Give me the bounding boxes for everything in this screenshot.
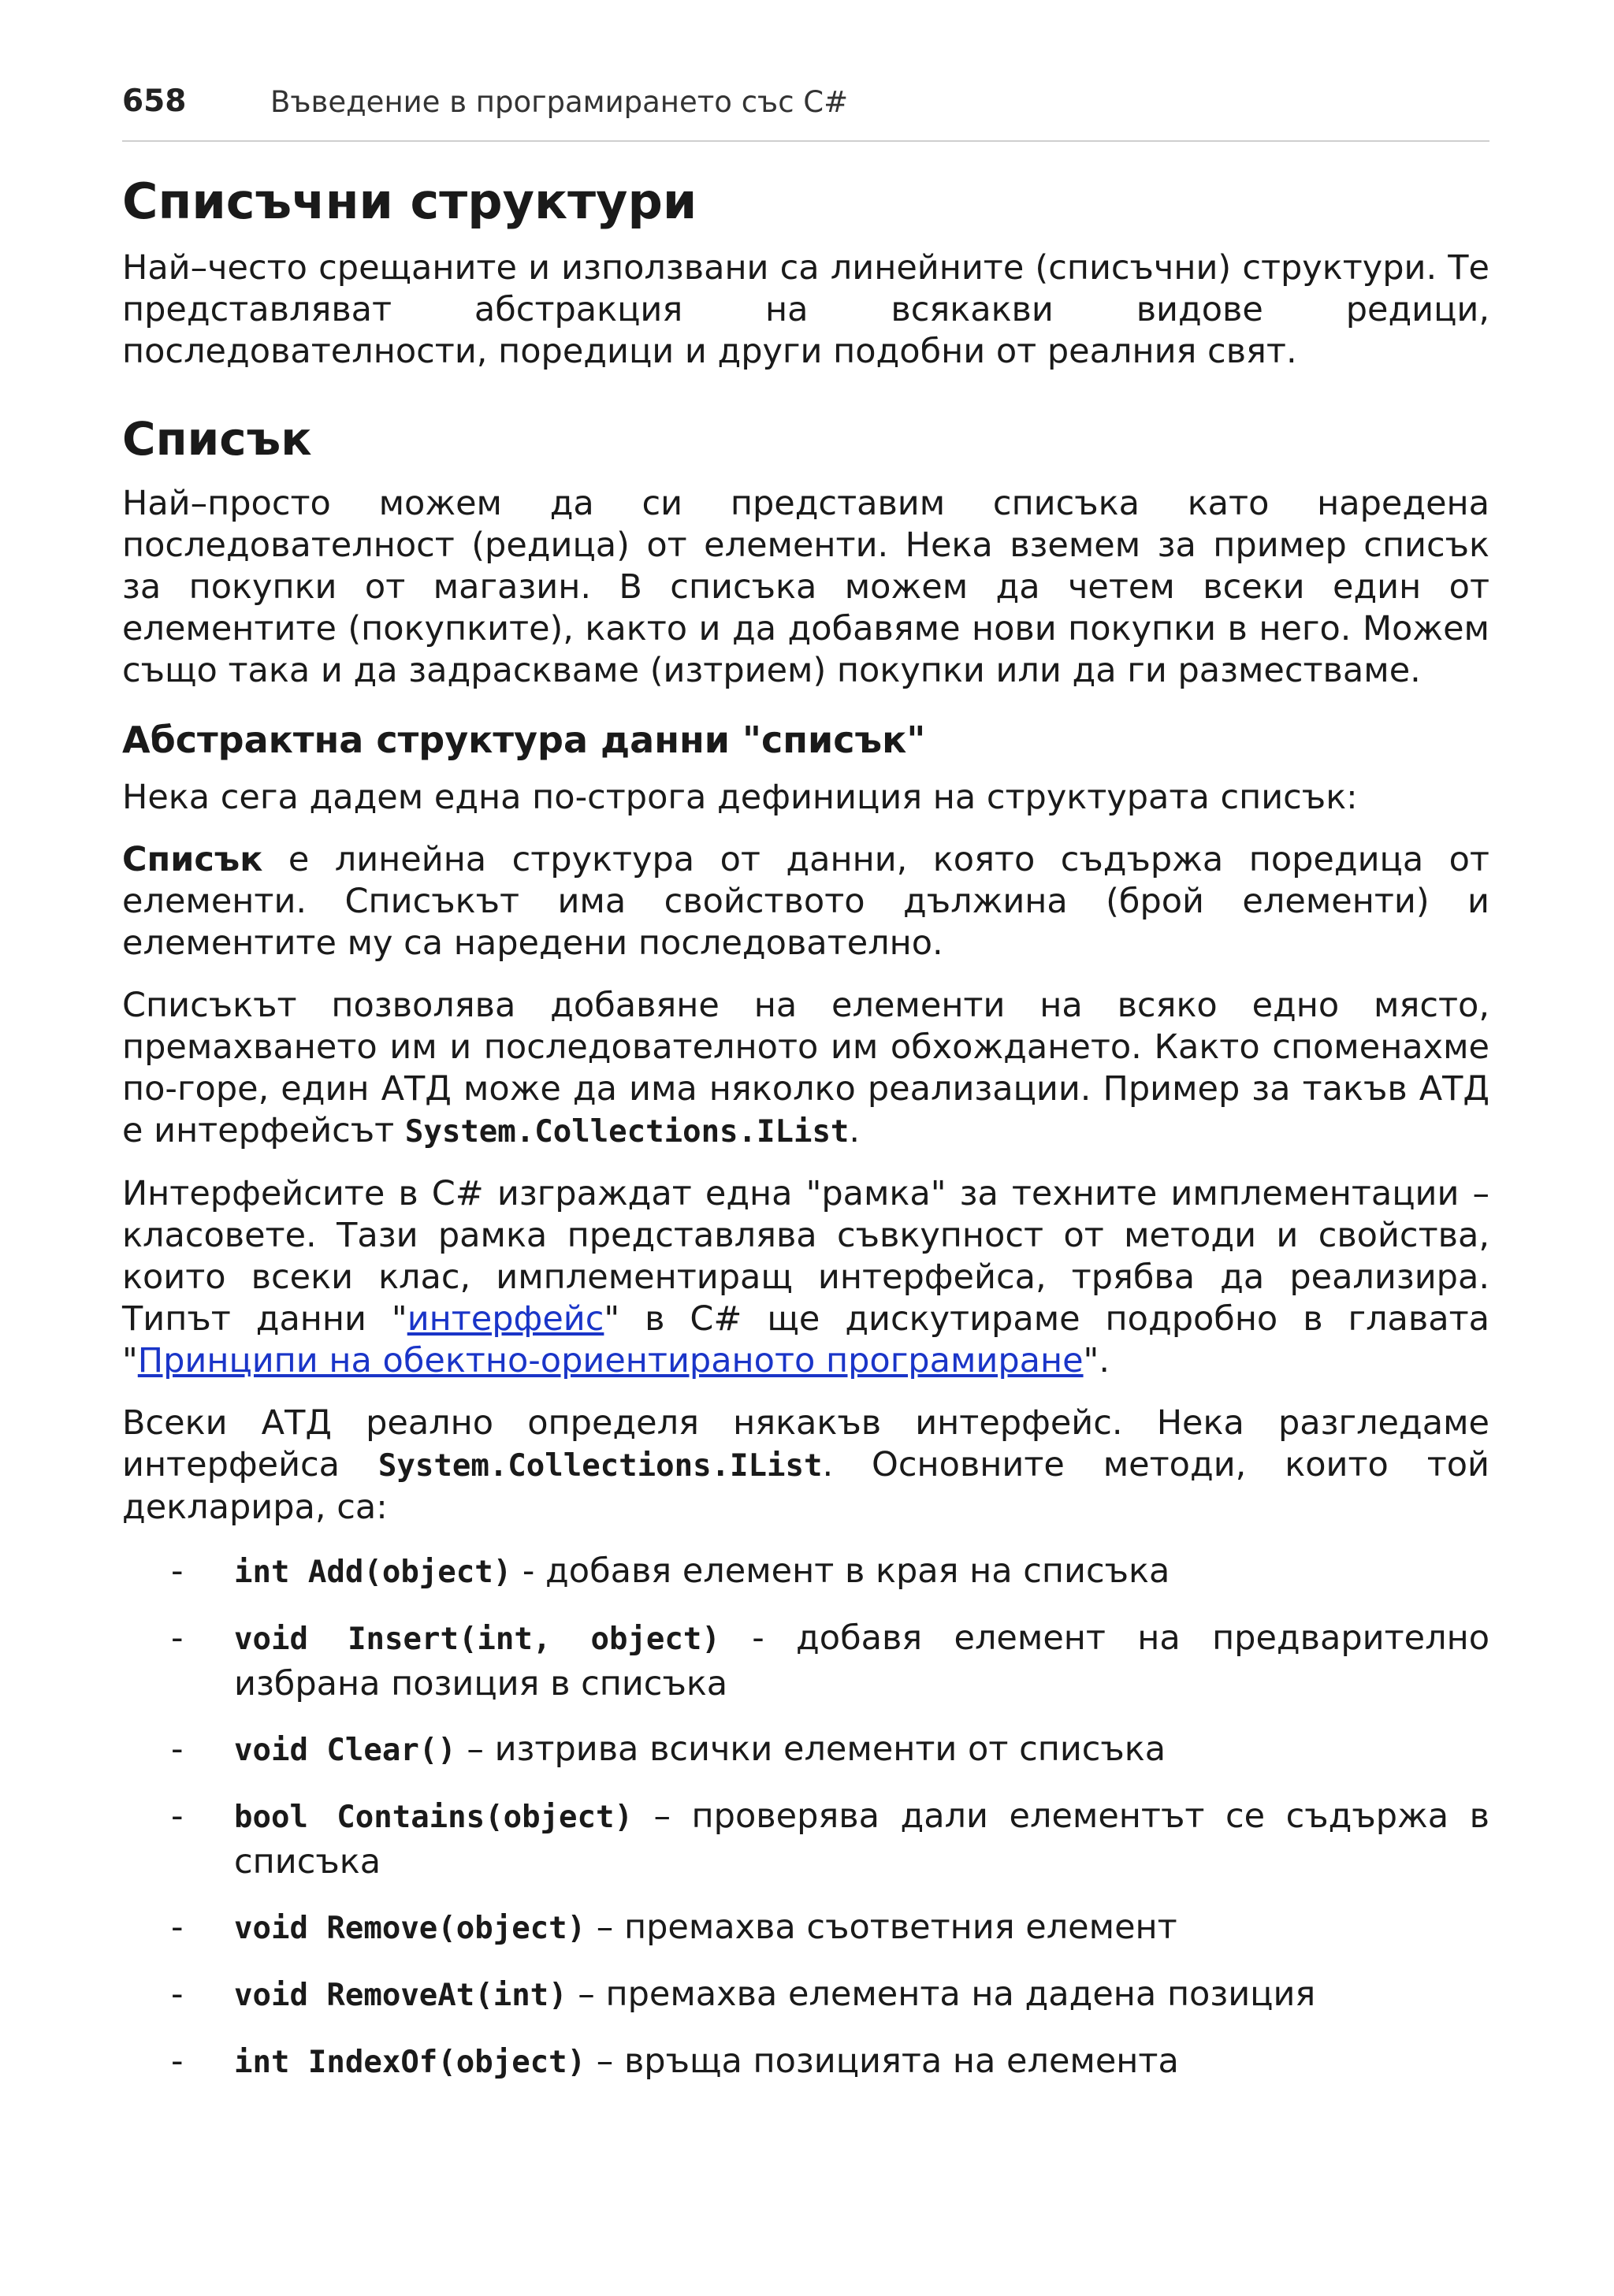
section-heading-list-structures: Списъчни структури — [122, 173, 697, 230]
list-item — [122, 1794, 1489, 1884]
method-signature: void Remove(object) — [234, 1911, 586, 1946]
bullet-dash: - — [171, 1618, 184, 1658]
link-oop-principles[interactable]: Принципи на обектно-ориентираното програмиране — [137, 1341, 1084, 1380]
method-description: - добавя елемент в края на списъка — [511, 1551, 1170, 1591]
list-item — [122, 1549, 1489, 1595]
list-item — [122, 1727, 1489, 1773]
link-interface[interactable]: интерфейс — [407, 1299, 604, 1339]
term-list: Списък — [122, 840, 263, 879]
page-content — [122, 167, 1489, 2106]
running-header — [122, 79, 1489, 142]
definition-text: е линейна структура от данни, която съдържа поредица от елементи. Списъкът има свойството дължина (брой елементи) и елементите му са наредени последователно. — [122, 840, 1489, 963]
page-number: 658 — [122, 84, 187, 119]
list-item — [122, 2039, 1489, 2085]
paragraph-ilist — [122, 985, 1489, 1153]
list-item — [122, 1616, 1489, 1706]
adt-text-a: Всеки АТД реално определя някакъв интерфейс. Нека разгледаме интерфейса — [122, 1403, 1489, 1484]
paragraph-definition-lead: Нека сега дадем една по-строга дефиниция на структурата списък: — [122, 778, 1358, 817]
subsection-heading-abstract-list: Абстрактна структура данни "списък" — [122, 719, 926, 761]
section-heading-list: Списък — [122, 412, 312, 466]
bullet-dash: - — [171, 1975, 184, 2014]
code-ilist: System.Collections.IList — [404, 1114, 850, 1150]
book-title: Въведение в програмирането със C# — [270, 85, 849, 119]
paragraph-adt-interface — [122, 1402, 1489, 1529]
method-description: – изтрива всички елементи от списъка — [456, 1729, 1166, 1769]
list-item — [122, 1905, 1489, 1951]
bullet-dash: - — [171, 2042, 184, 2081]
method-signature: void RemoveAt(int) — [234, 1978, 567, 2013]
method-description: – премахва съответния елемент — [586, 1908, 1177, 1947]
interfaces-text-c: ". — [1083, 1341, 1110, 1380]
paragraph-list-intro: Най–просто можем да си представим списъка като наредена последователност (редица) от елементи. Нека вземем за пример списък за покупки от магазин. В списъка можем да четем всеки един от елементите (покупките), както и да добавяме нови покупки в него. Можем също така и да задраскваме (изтрием) покупки или да ги разместваме. — [122, 484, 1489, 690]
paragraph-interfaces — [122, 1173, 1489, 1382]
bullet-dash: - — [171, 1729, 184, 1769]
method-description: - добавя елемент на предварително избрана позиция в списъка — [234, 1618, 1489, 1703]
ilist-end: . — [849, 1111, 861, 1150]
method-signature: int Add(object) — [234, 1555, 512, 1590]
method-list — [122, 1549, 1489, 2085]
interfaces-text-a: Интерфейсите в C# изграждат една "рамка" за техните имплементации – класовете. Тази рамка представлява съвкупност от методи и свойства, които всеки клас, имплементиращ интерфейса, трябва да реализира. Типът данни " — [122, 1174, 1489, 1339]
adt-text-b: . Основните методи, които той декларира, са: — [122, 1445, 1490, 1527]
paragraph-intro: Най–често срещаните и използвани са линейните (списъчни) структури. Те представляват абстракция на всякакви видове редици, последователности, поредици и други подобни от реалния свят. — [122, 248, 1489, 371]
method-description: – проверява дали елементът се съдържа в списъка — [234, 1796, 1489, 1882]
bullet-dash: - — [171, 1551, 184, 1591]
ilist-text: Списъкът позволява добавяне на елементи на всяко едно място, премахването им и последователното им обхождането. Както споменахме по-горе, един АТД може да има няколко реализации. Пример за такъв АТД е интерфейсът — [122, 986, 1489, 1150]
list-item — [122, 1972, 1489, 2018]
interfaces-text-b: " в C# ще дискутираме подробно в главата " — [122, 1299, 1490, 1380]
method-signature: bool Contains(object) — [234, 1800, 633, 1835]
method-signature: void Clear() — [234, 1733, 456, 1768]
bullet-dash: - — [171, 1796, 184, 1836]
method-description: – премахва елемента на дадена позиция — [567, 1975, 1316, 2014]
method-description: – връща позицията на елемента — [586, 2042, 1179, 2081]
method-signature: int IndexOf(object) — [234, 2045, 586, 2080]
code-ilist-2: System.Collections.IList — [377, 1448, 823, 1484]
bullet-dash: - — [171, 1908, 184, 1947]
paragraph-definition — [122, 839, 1489, 964]
method-signature: void Insert(int, object) — [234, 1622, 720, 1657]
